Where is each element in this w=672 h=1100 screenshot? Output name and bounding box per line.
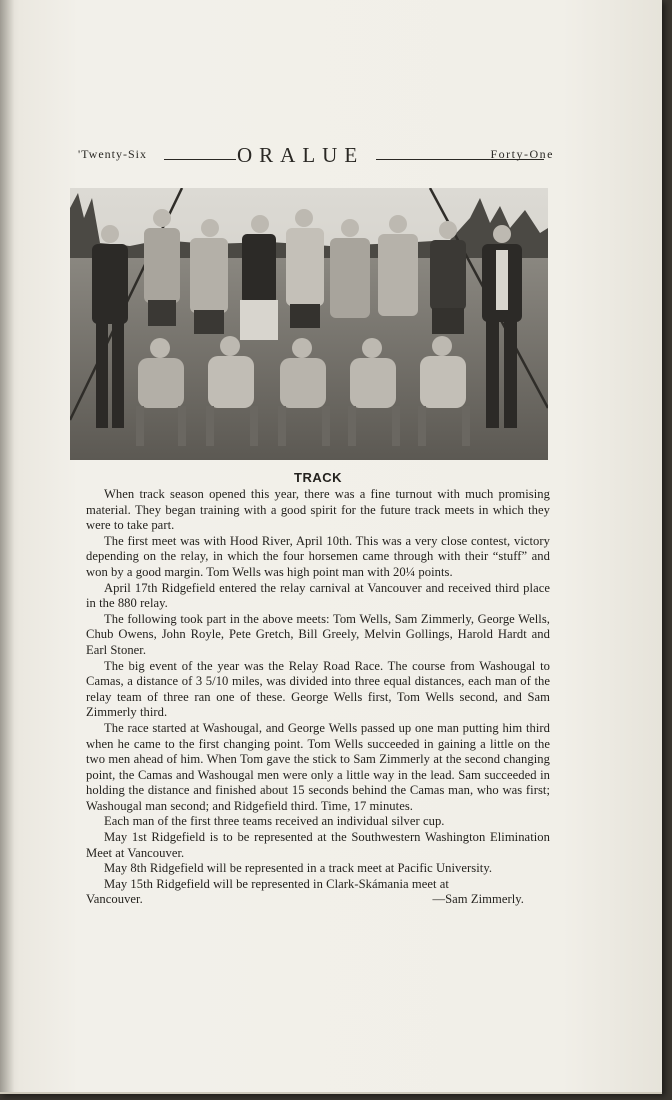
track-article	[86, 470, 550, 908]
author-signature: —Sam Zimmerly.	[432, 892, 524, 907]
header-title: ORALUE	[237, 143, 365, 167]
header-rule-left	[164, 159, 236, 160]
article-paragraph: May 15th Ridgefield will be represented in Clark-Skámania meet at	[104, 876, 449, 891]
track-team-photo	[70, 188, 548, 460]
article-paragraph: May 1st Ridgefield is to be represented at the Southwestern Washington Elimination Meet at Vancouver.	[86, 830, 550, 860]
page-header	[78, 144, 554, 166]
article-title: TRACK	[294, 470, 342, 485]
signature-line	[86, 892, 550, 908]
signature-row	[86, 892, 550, 908]
article-paragraph: When track season opened this year, there was a fine turnout with much promising material. They began training with a good spirit for the future track meets in which they were to take part.	[86, 487, 550, 533]
article-paragraph: The big event of the year was the Relay Road Race. The course from Washougal to Camas, a distance of 3 5/10 miles, was divided into three equal distances, each man of the relay team of three ran one of these. George Wells first, Tom Wells second, and Sam Zimmerly third.	[86, 658, 550, 720]
article-body	[86, 487, 550, 908]
article-paragraph: The race started at Washougal, and George Wells passed up one man putting him third when he came to the first changing point. Tom Wells succeeded in gaining a little on the two men ahead of him. When Tom gave the stick to Sam Zimmerly at the second changing point, the Camas and Washougal men were only a little way in the lead. Sam succeeded in holding the distance and finished about 15 seconds behind the Camas man, who was first; Washougal man second; and Ridgefield third. Time, 17 minutes.	[86, 720, 550, 813]
header-page-number: Forty-One	[490, 147, 554, 161]
article-paragraph: May 8th Ridgefield will be represented in a track meet at Pacific University.	[104, 861, 493, 876]
header-year: 'Twenty-Six	[78, 147, 147, 161]
article-paragraph: April 17th Ridgefield entered the relay carnival at Vancouver and received third place in the 880 relay.	[86, 580, 550, 611]
page-gutter	[0, 0, 14, 1092]
article-paragraph: Each man of the first three teams received an individual silver cup.	[104, 814, 445, 829]
last-line-text: Vancouver.	[86, 892, 143, 907]
article-paragraph: The first meet was with Hood River, April 10th. This was a very close contest, victory depending on the relay, in which the four horsemen came through with their “stuff” and won by a good margin. Tom Wells was high point man with 20¼ points.	[86, 533, 550, 579]
article-paragraph: The following took part in the above meets: Tom Wells, Sam Zimmerly, George Wells, Chub Owens, John Royle, Pete Gretch, Bill Greely, Melvin Gollings, Harold Hardt and Earl Stoner.	[86, 611, 550, 657]
